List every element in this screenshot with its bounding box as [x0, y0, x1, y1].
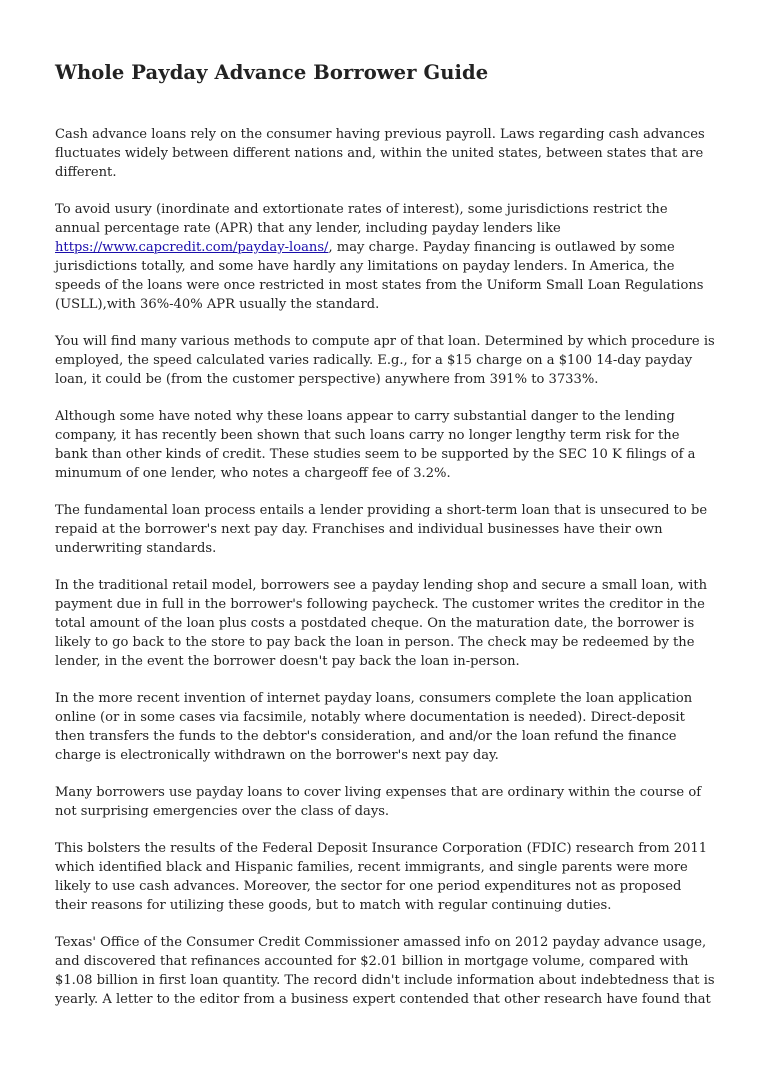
paragraph-2-text-after: , may charge. Payday financing is outlawed by some jurisdictions totally, and some have hardly any limitations on payday lenders. In America, the speeds of the loans were once restricted in most states from the Uniform Small Loan Regulations (USLL),with 36%-40% APR usually the standard.: [55, 240, 704, 312]
paragraph-4: Although some have noted why these loans appear to carry substantial danger to the lending company, it has recently been shown that such loans carry no longer lengthy term risk for the bank than other kinds of credit. These studies seem to be supported by the SEC 10 K filings of a minumum of one lender, who notes a chargeoff fee of 3.2%.: [55, 409, 696, 481]
paragraph-5: The fundamental loan process entails a lender providing a short-term loan that is unsecured to be repaid at the borrower's next pay day. Franchises and individual businesses have their own underwriting standards.: [55, 503, 708, 556]
paragraph-3: You will find many various methods to compute apr of that loan. Determined by which procedure is employed, the speed calculated varies radically. E.g., for a $15 charge on a $100 14-day payday loan, it could be (from the customer perspective) anywhere from 391% to 3733%.: [55, 334, 715, 387]
paragraph-6: In the traditional retail model, borrowers see a payday lending shop and secure a small loan, with payment due in full in the borrower's following paycheck. The customer writes the creditor in the total amount of the loan plus costs a postdated cheque. On the maturation date, the borrower is likely to go back to the store to pay back the loan in person. The check may be redeemed by the lender, in the event the borrower doesn't pay back the loan in-person.: [55, 578, 708, 669]
paragraph-9: This bolsters the results of the Federal Deposit Insurance Corporation (FDIC) research from 2011 which identified black and Hispanic families, recent immigrants, and single parents were more likely to use cash advances. Moreover, the sector for one period expenditures not as proposed their reasons for utilizing these goods, but to match with regular continuing duties.: [55, 841, 708, 913]
paragraph-2: [55, 200, 715, 314]
paragraph-8: Many borrowers use payday loans to cover living expenses that are ordinary within the course of not surprising emergencies over the class of days.: [55, 785, 702, 819]
paragraph-10: Texas' Office of the Consumer Credit Commissioner amassed info on 2012 payday advance usage, and discovered that refinances accounted for $2.01 billion in mortgage volume, compared with $1.08 billion in first loan quantity. The record didn't include information about indebtedness that is yearly. A letter to the editor from a business expert contended that other research have found that: [55, 935, 715, 1007]
document-page: [55, 58, 715, 1027]
paragraph-1: Cash advance loans rely on the consumer having previous payroll. Laws regarding cash advances fluctuates widely between different nations and, within the united states, between states that are different.: [55, 127, 705, 180]
capcredit-link[interactable]: https://www.capcredit.com/payday-loans/: [55, 240, 329, 255]
paragraph-7: In the more recent invention of internet payday loans, consumers complete the loan application online (or in some cases via facsimile, notably where documentation is needed). Direct-deposit then transfers the funds to the debtor's consideration, and and/or the loan refund the finance charge is electronically withdrawn on the borrower's next pay day.: [55, 691, 693, 763]
document-title: Whole Payday Advance Borrower Guide: [55, 61, 489, 84]
paragraph-2-text-before: To avoid usury (inordinate and extortionate rates of interest), some jurisdictions restrict the annual percentage rate (APR) that any lender, including payday lenders like: [55, 202, 668, 236]
